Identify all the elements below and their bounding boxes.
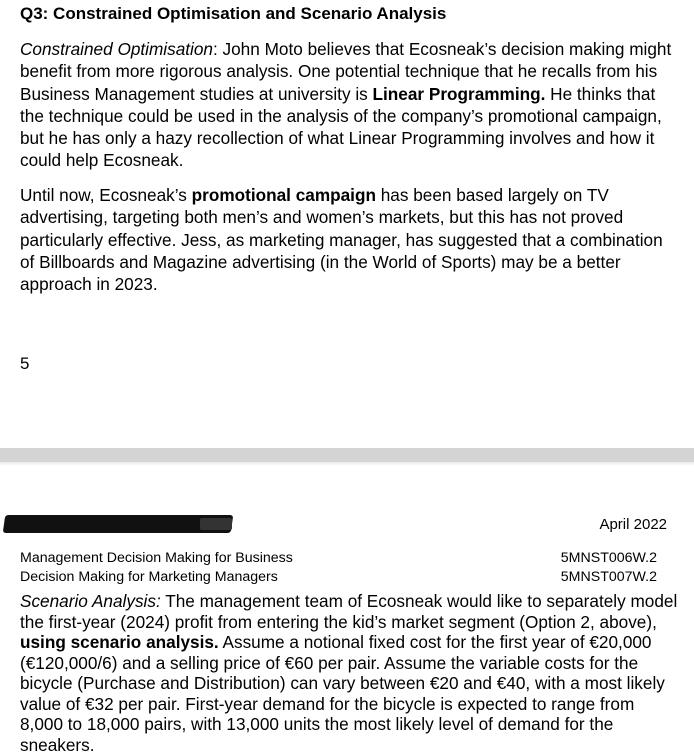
para1-bold: Linear Programming. [372,83,546,104]
para2-text-a: Until now, Ecosneak’s [20,185,192,205]
question-heading: Q3: Constrained Optimisation and Scenario Analysis [20,4,447,23]
para3-lead: Scenario Analysis: [20,591,161,611]
para1-text-b: He thinks that the technique could be used in the analysis of the company’s promotional campaign, but he has only a hazy recollection of what Linear Programming involves and how it could help Ecosneak. [20,83,662,171]
header-date: April 2022 [599,516,667,533]
para2-bold: promotional campaign [191,185,376,205]
para1-lead: Constrained Optimisation [20,39,213,59]
course-title-2: Decision Making for Marketing Managers [20,569,278,585]
redaction-mark-tail [200,518,232,530]
para3-text-b: Assume a notional fixed cost for the first year of €20,000 (€120,000/6) and a selling price of €60 per pair. Assume the variable costs for the bicycle (Purchase and Distribution) can vary between €20 and €40, with a most likely value of €32 per pair. First-year demand for the bicycle is expected to range from 8,000 to 18,000 pairs, with 13,000 units the most likely level of demand for the sneakers. [20,632,665,755]
redaction-mark [3,515,234,533]
para3-text-a: The management team of Ecosneak would like to separately model the first-year (2024) profit from entering the kid’s market segment (Option 2, above), [20,591,678,632]
page-number: 5 [20,354,30,373]
para3-bold: using scenario analysis. [20,632,219,652]
para1-text-a: : John Moto believes that Ecosneak’s decision making might benefit from more rigorous analysis. One potential technique that he recalls from his Business Management studies at university is [20,39,672,104]
para2-text-b: has been based largely on TV advertising, targeting both men’s and women’s markets, but this has not proved particularly effective. Jess, as marketing manager, has suggested that a combination of Billboards and Magazine advertising (in the World of Sports) may be a better approach in 2023. [20,185,663,295]
scenario-analysis-paragraph [20,591,680,755]
document-page-2 [0,466,694,754]
course-code-1: 5MNST006W.2 [560,550,657,566]
course-title-1: Management Decision Making for Business [20,550,293,566]
course-code-2: 5MNST007W.2 [560,569,657,585]
constrained-optimisation-paragraph [20,38,680,172]
promotional-campaign-paragraph [20,184,680,295]
page-separator [0,448,694,462]
